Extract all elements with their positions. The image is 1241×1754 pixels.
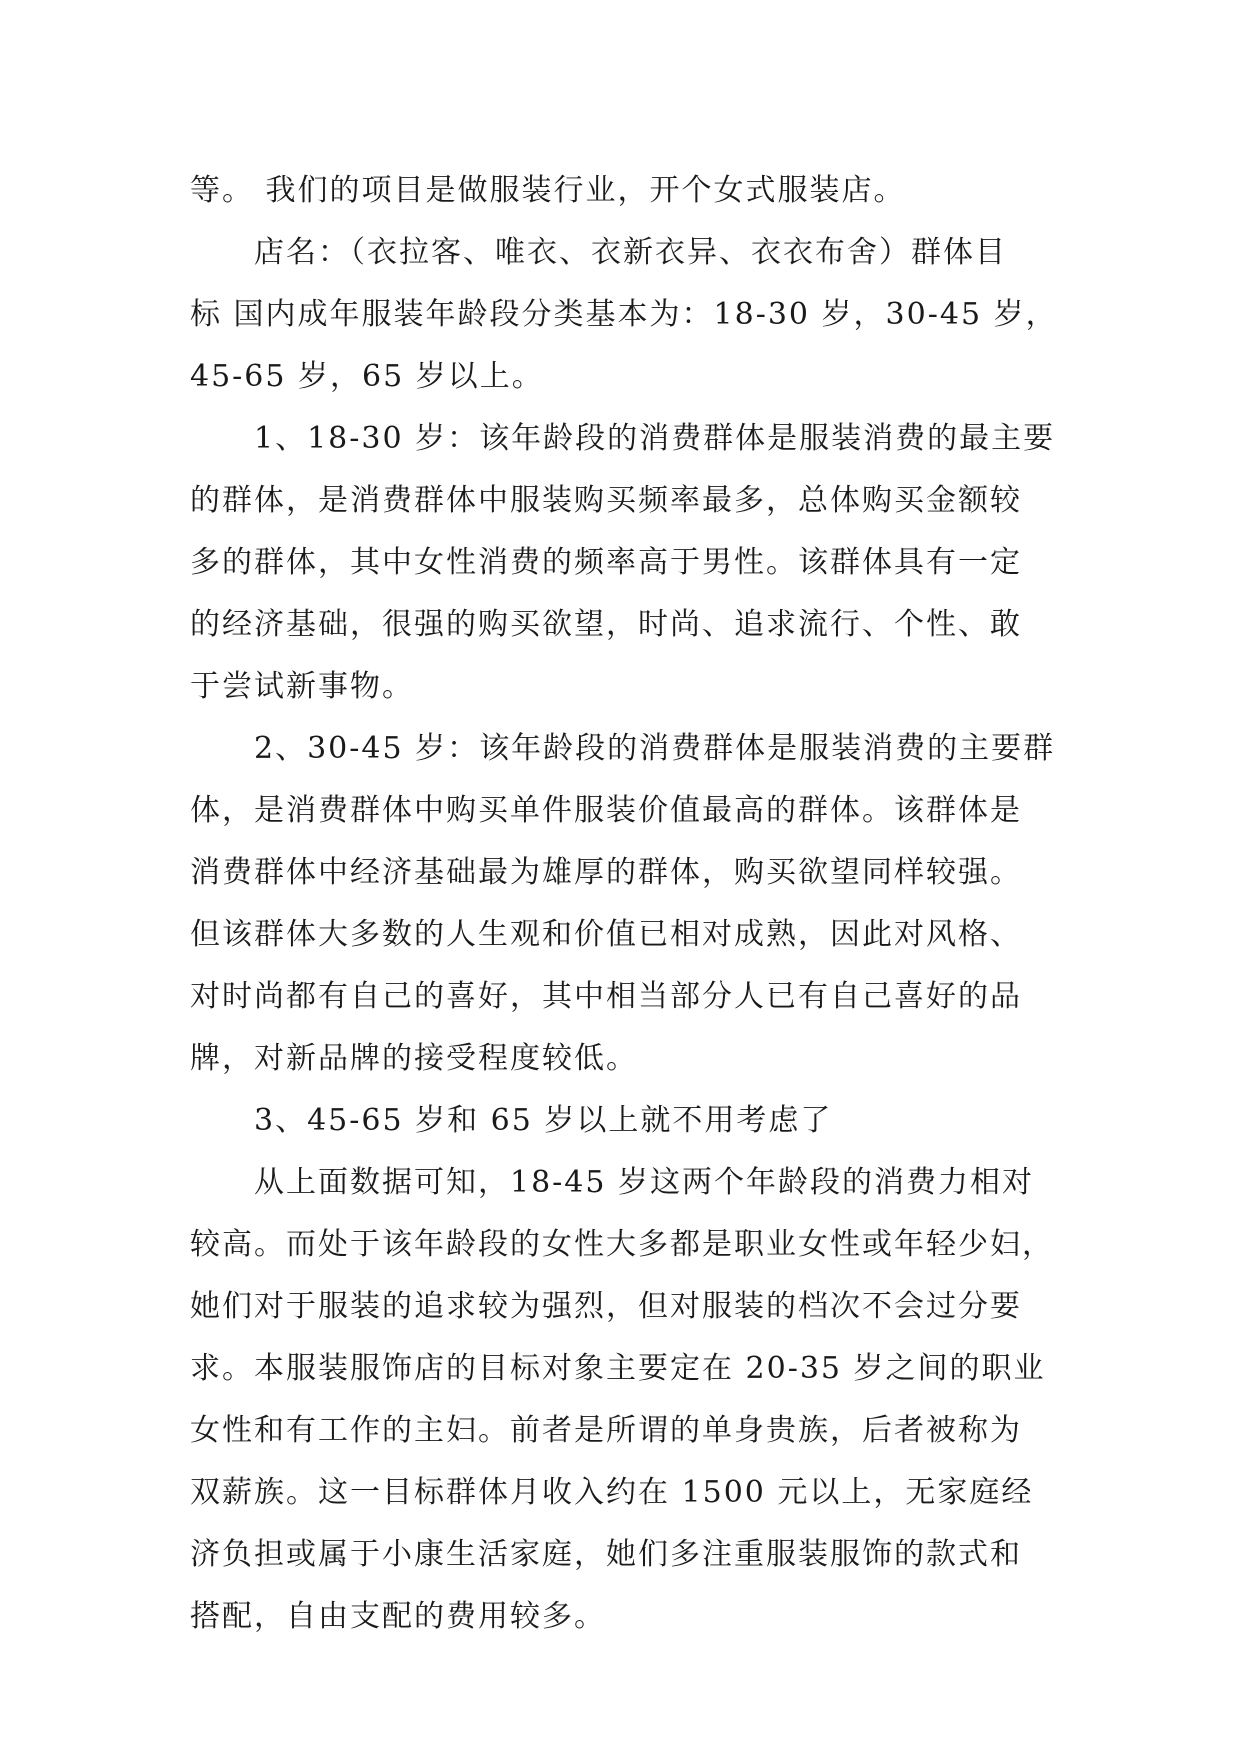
text-line: 的群体，是消费群体中服装购买频率最多，总体购买金额较 [190, 483, 1022, 518]
text-line: 3、45-65 岁和 65 岁以上就不用考虑了 [254, 1103, 833, 1138]
text-line: 女性和有工作的主妇。前者是所谓的单身贵族，后者被称为 [190, 1413, 1022, 1448]
text-line: 多的群体，其中女性消费的频率高于男性。该群体具有一定 [190, 545, 1022, 580]
text-line: 但该群体大多数的人生观和价值已相对成熟，因此对风格、 [190, 917, 1022, 952]
text-line: 消费群体中经济基础最为雄厚的群体，购买欲望同样较强。 [190, 855, 1022, 890]
text-line: 45-65 岁，65 岁以上。 [190, 359, 544, 394]
text-line: 于尝试新事物。 [190, 669, 414, 704]
text-line: 济负担或属于小康生活家庭，她们多注重服装服饰的款式和 [190, 1537, 1022, 1572]
text-line: 对时尚都有自己的喜好，其中相当部分人已有自己喜好的品 [190, 979, 1022, 1014]
text-line: 的经济基础，很强的购买欲望，时尚、追求流行、个性、敢 [190, 607, 1022, 642]
text-line: 2、30-45 岁：该年龄段的消费群体是服装消费的主要群 [254, 731, 1056, 766]
text-line: 等。 我们的项目是做服装行业，开个女式服装店。 [190, 173, 906, 208]
text-line: 牌，对新品牌的接受程度较低。 [190, 1041, 638, 1076]
text-line: 1、18-30 岁：该年龄段的消费群体是服装消费的最主要 [254, 421, 1056, 456]
text-line: 较高。而处于该年龄段的女性大多都是职业女性或年轻少妇， [190, 1227, 1054, 1262]
text-line: 标 国内成年服装年龄段分类基本为：18-30 岁，30-45 岁， [190, 297, 1058, 332]
text-line: 她们对于服装的追求较为强烈，但对服装的档次不会过分要 [190, 1289, 1022, 1324]
text-line: 体，是消费群体中购买单件服装价值最高的群体。该群体是 [190, 793, 1022, 828]
text-line: 从上面数据可知，18-45 岁这两个年龄段的消费力相对 [254, 1165, 1035, 1200]
document-body [190, 160, 1060, 1648]
text-line: 店名：（衣拉客、唯衣、衣新衣异、衣衣布舍）群体目 [254, 235, 1007, 270]
text-line: 搭配，自由支配的费用较多。 [190, 1599, 606, 1634]
text-line: 双薪族。这一目标群体月收入约在 1500 元以上，无家庭经 [190, 1475, 1034, 1510]
text-line: 求。本服装服饰店的目标对象主要定在 20-35 岁之间的职业 [190, 1351, 1046, 1386]
